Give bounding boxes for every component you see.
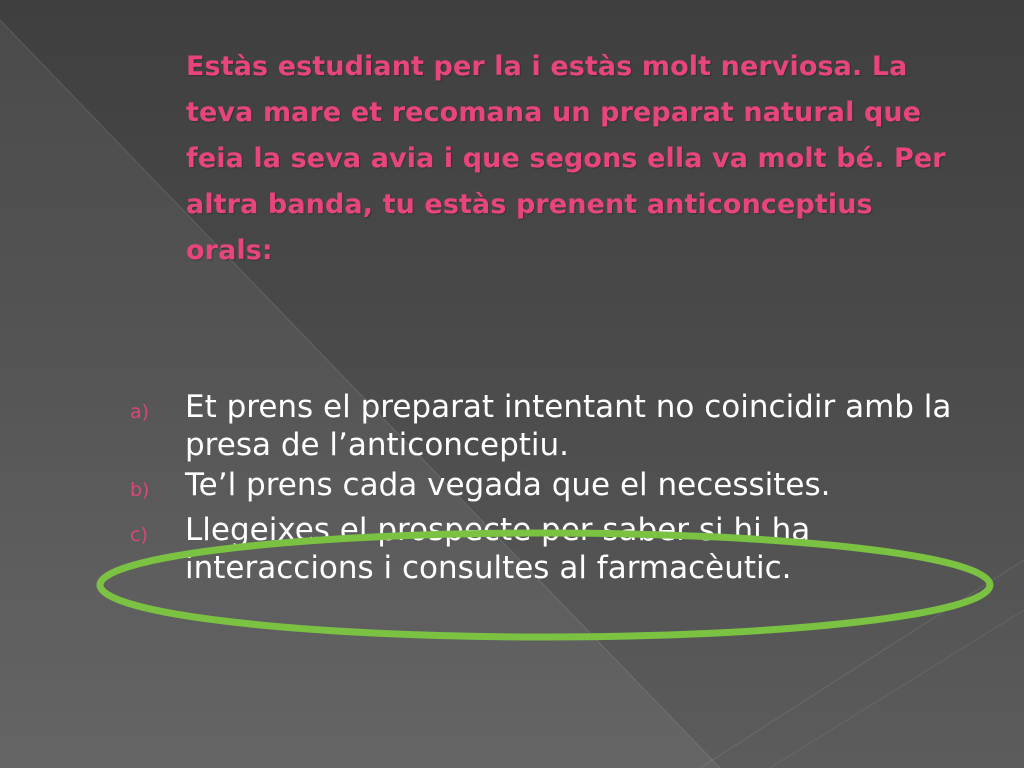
option-marker-a: a) (130, 401, 150, 423)
option-text-a: Et prens el preparat intentant no coincidir amb la presa de l’anticonceptiu. (185, 389, 952, 463)
option-marker-c: c) (130, 524, 148, 546)
option-text-c: Llegeixes el prospecte per saber si hi ha interaccions i consultes al farmacèutic. (185, 512, 811, 586)
option-text-b: Te’l prens cada vegada que el necessites. (185, 467, 831, 503)
option-marker-b: b) (130, 479, 150, 501)
answer-option-a (130, 388, 970, 464)
answer-options-list (130, 388, 970, 589)
slide-title: Estàs estudiant per la i estàs molt nerviosa. La teva mare et recomana un preparat natural que feia la seva avia i que segons ella va molt bé. Per altra banda, tu estàs prenent anticonceptius orals: (186, 51, 946, 266)
answer-option-c (130, 511, 970, 587)
answer-option-b (130, 466, 970, 509)
